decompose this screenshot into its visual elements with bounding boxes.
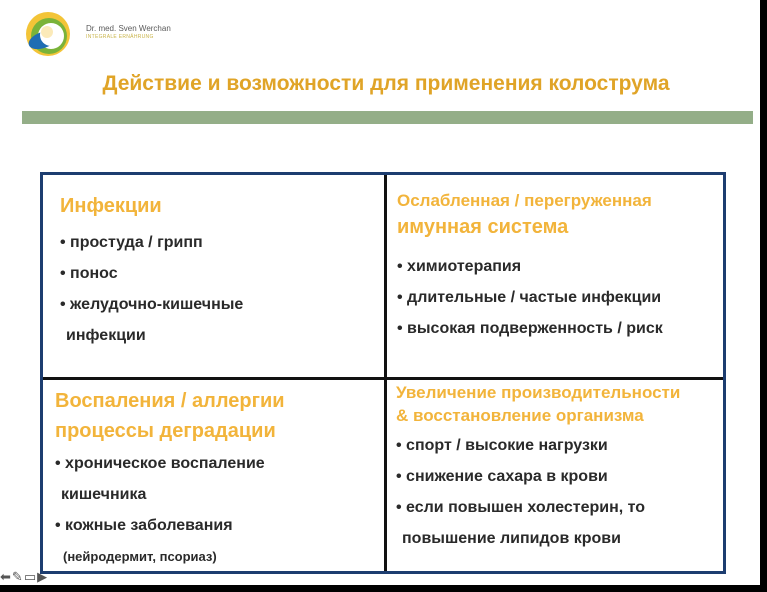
bullet-list xyxy=(396,430,726,554)
pointer-icon[interactable]: ▶ xyxy=(37,570,48,585)
list-item: • понос xyxy=(60,265,118,282)
list-item: • желудочно-кишечные xyxy=(60,296,244,313)
list-item: • высокая подверженность / риск xyxy=(397,320,663,337)
list-item: • кожные заболевания xyxy=(55,517,233,534)
logo-icon xyxy=(18,8,84,60)
list-item: • простуда / грипп xyxy=(60,234,203,251)
quadrant-heading-line1: Воспаления / аллергии xyxy=(55,390,285,412)
page-title: Действие и возможности для применения колострума xyxy=(102,72,670,95)
quadrant-infections xyxy=(60,191,380,351)
bullet-list xyxy=(397,251,727,344)
quadrant-heading-line1: Увеличение производительности xyxy=(396,383,681,402)
list-item: повышение липидов крови xyxy=(402,530,621,547)
list-item: кишечника xyxy=(61,486,147,503)
list-item: (нейродермит, псориаз) xyxy=(63,549,217,564)
display-icon[interactable]: ▭ xyxy=(23,570,37,585)
list-item: • химиотерапия xyxy=(397,258,522,275)
quadrant-inflammation xyxy=(55,386,385,572)
list-item: • если повышен холестерин, то xyxy=(396,499,646,516)
quadrant-heading-line1: Ослабленная / перегруженная xyxy=(397,191,652,210)
list-item: • снижение сахара в крови xyxy=(396,468,608,485)
four-quadrant-matrix xyxy=(40,172,726,574)
quadrant-immune-system xyxy=(397,189,727,344)
list-item: • длительные / частые инфекции xyxy=(397,289,662,306)
arrow-left-icon[interactable]: ⬅ xyxy=(0,570,11,585)
pen-icon[interactable]: ✎ xyxy=(11,570,23,585)
list-item: • хроническое воспаление xyxy=(55,455,265,472)
brand-name: Dr. med. Sven Werchan xyxy=(86,24,171,33)
title-underline-bar xyxy=(22,111,753,124)
bullet-list xyxy=(60,227,380,351)
quadrant-performance xyxy=(396,381,726,554)
horizontal-divider xyxy=(43,377,723,380)
quadrant-heading-line2: процессы деградации xyxy=(55,420,276,442)
quadrant-heading: Инфекции xyxy=(60,195,162,217)
list-item: инфекции xyxy=(66,327,146,344)
quadrant-heading-line2: имунная система xyxy=(397,216,569,238)
slideshow-toolbar xyxy=(0,570,70,586)
list-item: • спорт / высокие нагрузки xyxy=(396,437,608,454)
bullet-list xyxy=(55,448,385,572)
quadrant-heading-line2: & восстановление организма xyxy=(396,406,644,425)
brand-subtitle: INTEGRALE ERNÄHRUNG xyxy=(86,34,154,40)
